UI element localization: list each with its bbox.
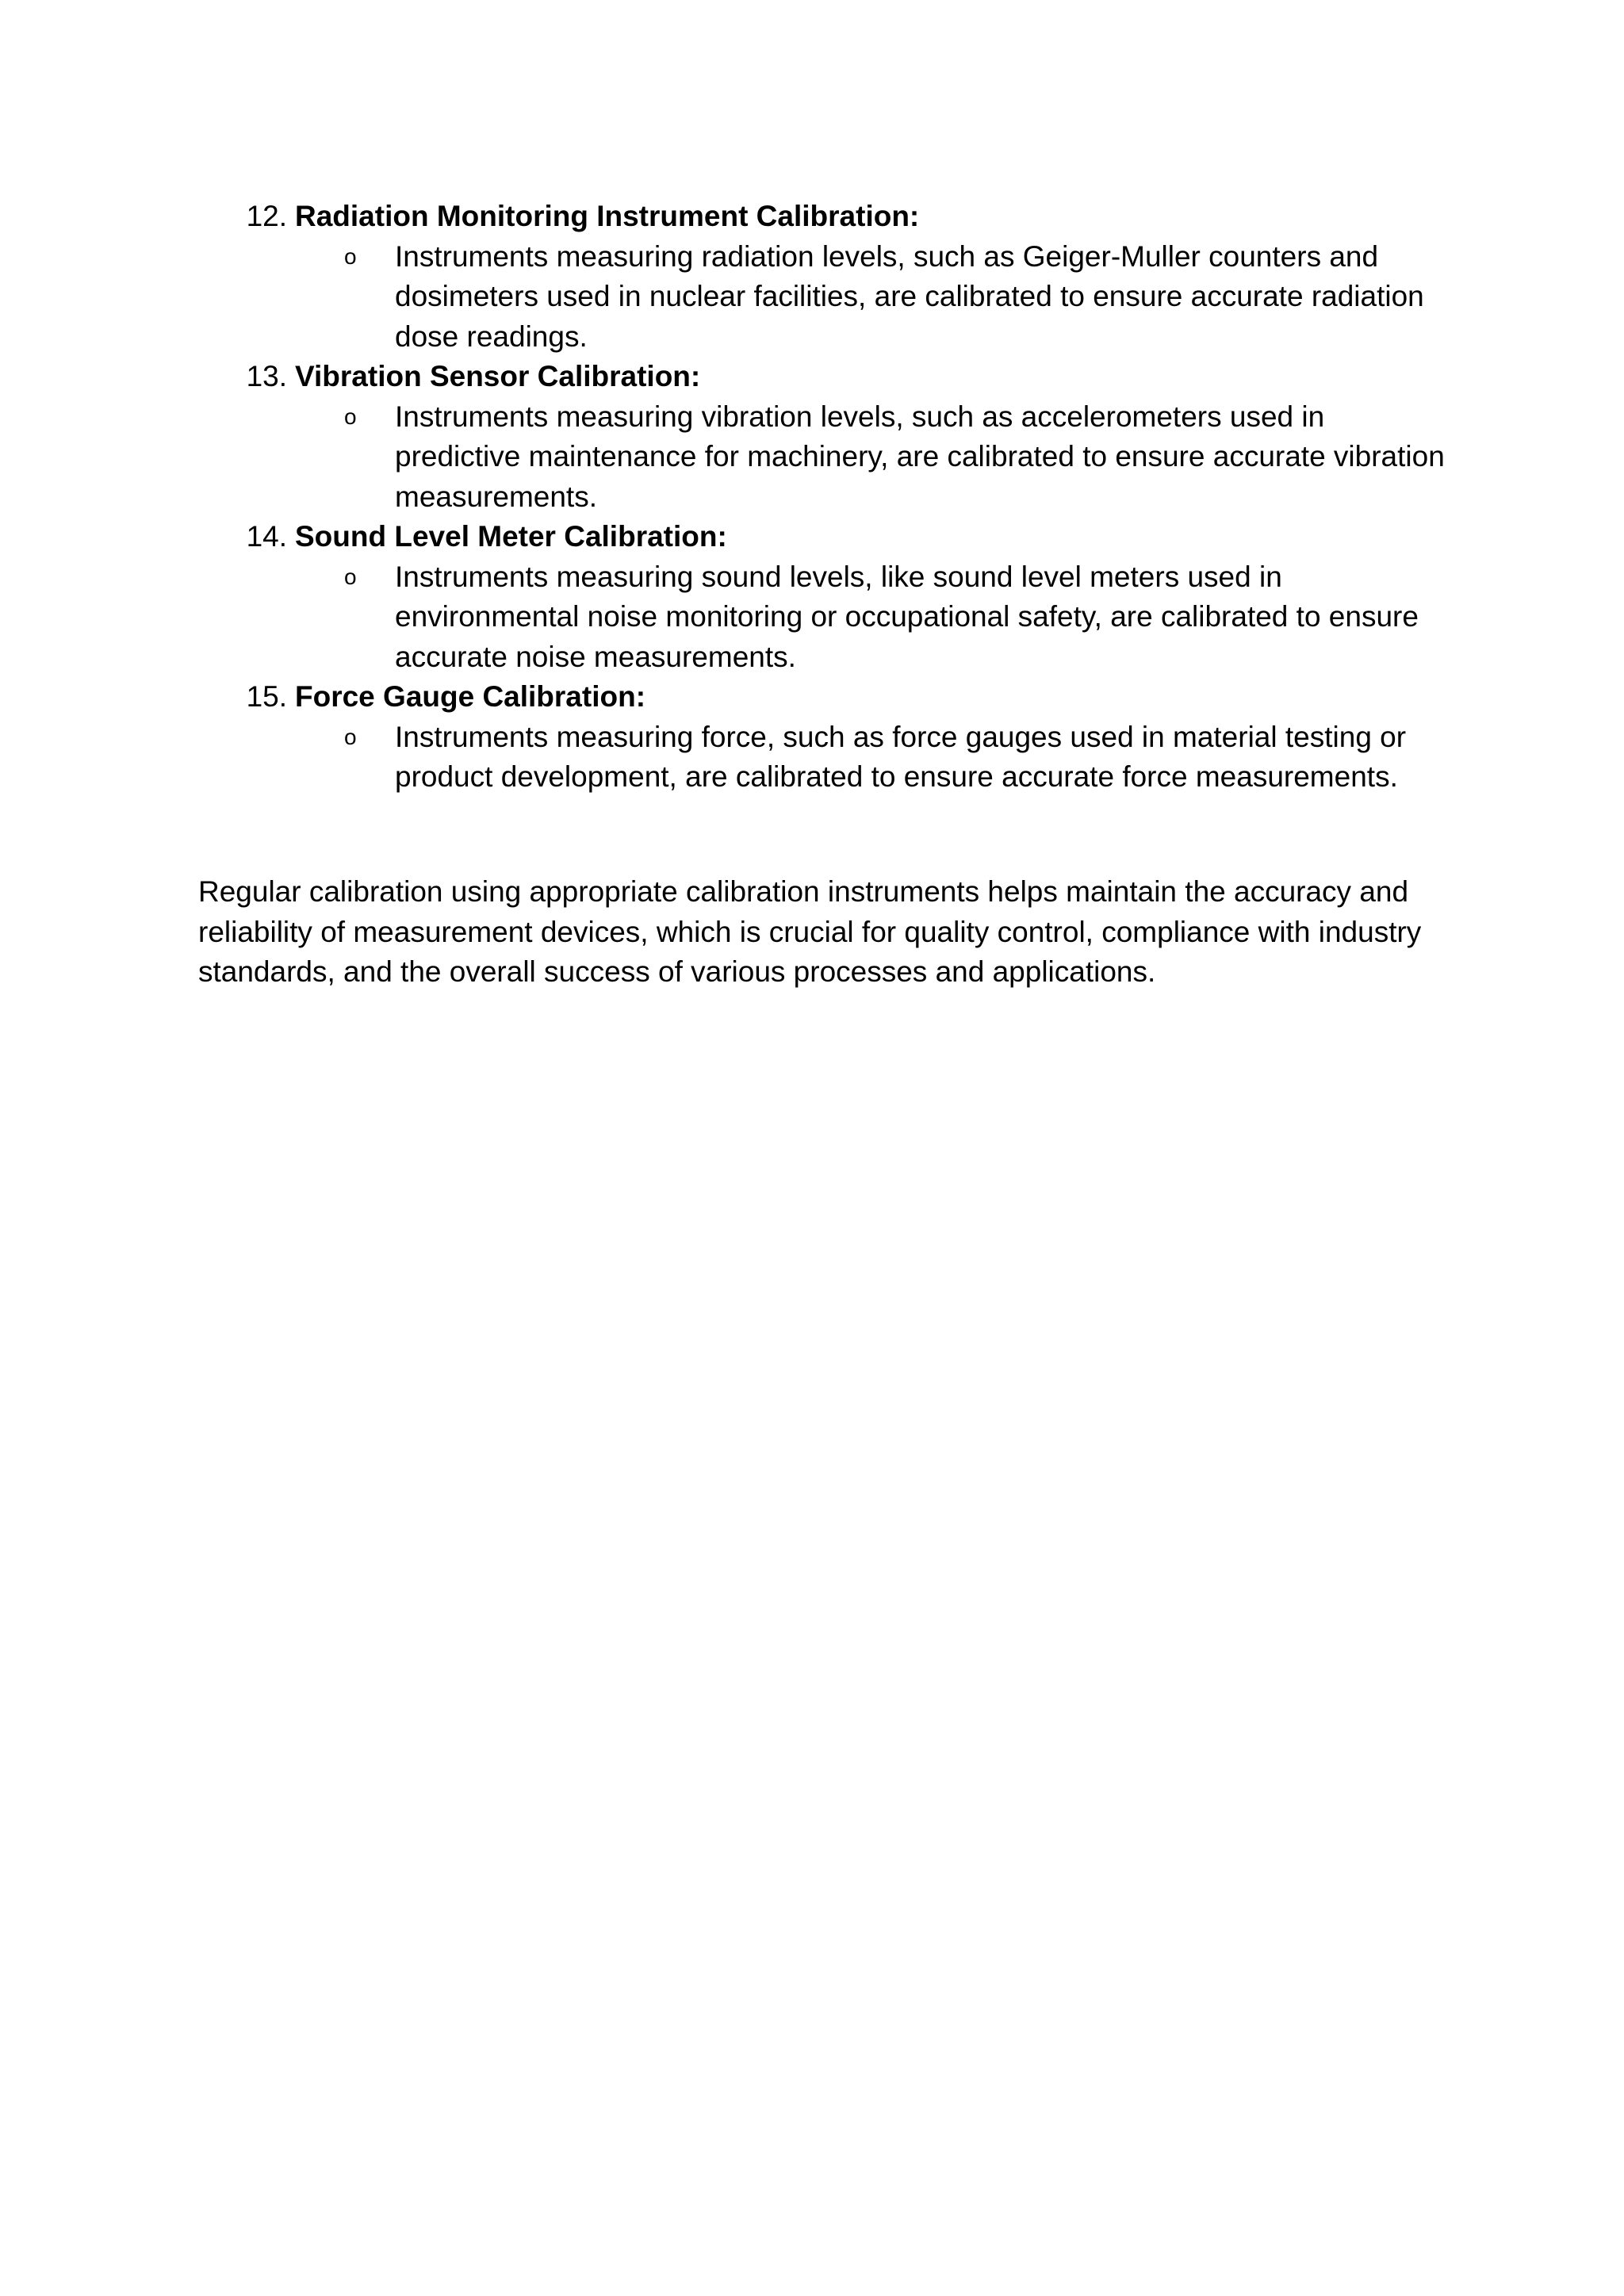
list-item bbox=[198, 677, 1451, 798]
list-item-header bbox=[198, 357, 1451, 397]
sub-bullet bbox=[198, 557, 1451, 678]
list-item-number: 15. bbox=[246, 680, 287, 713]
sub-bullet-text: Instruments measuring sound levels, like sound level meters used in environmental noise monitoring or occupational safety, are calibrated to ensure accurate noise measurements. bbox=[395, 560, 1419, 673]
sub-bullet bbox=[198, 397, 1451, 518]
bullet-icon: o bbox=[344, 404, 357, 429]
list-item bbox=[198, 517, 1451, 677]
list-item-header bbox=[198, 197, 1451, 237]
bullet-icon: o bbox=[344, 724, 357, 749]
sub-bullet-text: Instruments measuring force, such as force gauges used in material testing or product development, are calibrated to ensure accurate force measurements. bbox=[395, 720, 1407, 793]
list-item bbox=[198, 197, 1451, 357]
sub-bullet bbox=[198, 237, 1451, 358]
bullet-icon: o bbox=[344, 243, 357, 269]
list-item-number: 12. bbox=[246, 200, 287, 232]
list-item bbox=[198, 357, 1451, 517]
list-item-number: 14. bbox=[246, 520, 287, 553]
list-item-title: Vibration Sensor Calibration: bbox=[295, 360, 701, 392]
closing-paragraph: Regular calibration using appropriate calibration instruments helps maintain the accuracy and reliability of measurement devices, which is crucial for quality control, compliance with industry standards, and the overall success of various processes and applications. bbox=[198, 875, 1422, 988]
list-item-title: Sound Level Meter Calibration: bbox=[295, 520, 727, 553]
list-item-title: Force Gauge Calibration: bbox=[295, 680, 646, 713]
list-item-header bbox=[198, 677, 1451, 718]
sub-bullet-text: Instruments measuring radiation levels, such as Geiger-Muller counters and dosimeters used in nuclear facilities, are calibrated to ensure accurate radiation dose readings. bbox=[395, 239, 1424, 353]
bullet-icon: o bbox=[344, 564, 357, 589]
list-item-header bbox=[198, 517, 1451, 557]
list-item-title: Radiation Monitoring Instrument Calibration: bbox=[295, 200, 920, 232]
list-item-number: 13. bbox=[246, 360, 287, 392]
sub-bullet bbox=[198, 718, 1451, 798]
numbered-list bbox=[198, 197, 1451, 798]
sub-bullet-text: Instruments measuring vibration levels, such as accelerometers used in predictive maintenance for machinery, are calibrated to ensure accurate vibration measurements. bbox=[395, 400, 1445, 513]
